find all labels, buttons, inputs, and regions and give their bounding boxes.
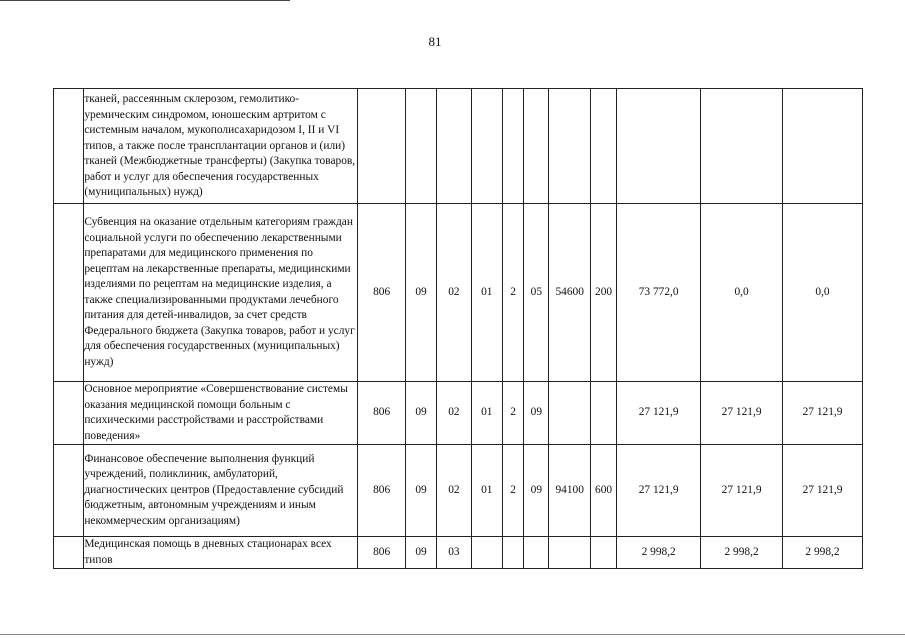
amount-year3-cell: 2 998,2 [783, 537, 863, 569]
section-cell: 09 [405, 537, 436, 569]
amount-year1-cell: 73 772,0 [617, 204, 701, 382]
amount-year2-cell: 27 121,9 [701, 445, 783, 537]
direction-cell [549, 537, 590, 569]
subsection-cell: 02 [437, 445, 471, 537]
event-cell: 05 [524, 204, 549, 382]
table-row [54, 89, 863, 204]
event-cell [524, 89, 549, 204]
row-name: Субвенция на оказание отдельным категориям граждан социальной услуги по обеспечению лекарственными препаратами для медицинского применения по рецептам на лекарственные препараты, медицинскими изделиями по рецептам на медицинские изделия, а также специализированными продуктами лечебного питания для детей-инвалидов, за счет средств Федерального бюджета (Закупка товаров, работ и услуг для обеспечения государственных (муниципальных) нужд) [84, 204, 358, 382]
row-name: тканей, рассеянным склерозом, гемолитико-уремическим синдромом, юношеским артритом с системным началом, мукополисахаридозом I, II и VI типов, а также после трансплантации органов и (или) тканей (Межбюджетные трансферты) (Закупка товаров, работ и услуг для обеспечения государственных (муниципальных) нужд) [84, 89, 358, 204]
table-row [54, 382, 863, 445]
row-index-cell [54, 89, 84, 204]
program-cell: 01 [471, 445, 502, 537]
amount-year2-cell: 2 998,2 [701, 537, 783, 569]
top-rule [0, 0, 290, 1]
bottom-rule [0, 634, 905, 635]
grbs-cell: 806 [358, 537, 406, 569]
subsection-cell: 03 [437, 537, 471, 569]
amount-year1-cell: 27 121,9 [617, 382, 701, 445]
row-index-cell [54, 382, 84, 445]
row-name: Медицинская помощь в дневных стационарах всех типов [84, 537, 358, 569]
amount-year3-cell: 27 121,9 [783, 382, 863, 445]
grbs-cell: 806 [358, 204, 406, 382]
expense-type-cell [590, 382, 616, 445]
expense-type-cell: 600 [590, 445, 616, 537]
grbs-cell: 806 [358, 382, 406, 445]
row-index-cell [54, 537, 84, 569]
amount-year1-cell: 27 121,9 [617, 445, 701, 537]
subprogram-cell: 2 [502, 204, 523, 382]
program-cell [471, 537, 502, 569]
page-number: 81 [428, 34, 442, 49]
grbs-cell [358, 89, 406, 204]
subprogram-cell [502, 89, 523, 204]
amount-year3-cell: 27 121,9 [783, 445, 863, 537]
subsection-cell [437, 89, 471, 204]
direction-cell [549, 89, 590, 204]
section-cell: 09 [405, 382, 436, 445]
expense-type-cell [590, 537, 616, 569]
table-row [54, 445, 863, 537]
section-cell: 09 [405, 445, 436, 537]
row-index-cell [54, 204, 84, 382]
subprogram-cell [502, 537, 523, 569]
section-cell [405, 89, 436, 204]
subprogram-cell: 2 [502, 445, 523, 537]
amount-year2-cell [701, 89, 783, 204]
amount-year1-cell [617, 89, 701, 204]
direction-cell: 54600 [549, 204, 590, 382]
subprogram-cell: 2 [502, 382, 523, 445]
event-cell: 09 [524, 445, 549, 537]
grbs-cell: 806 [358, 445, 406, 537]
row-index-cell [54, 445, 84, 537]
amount-year3-cell: 0,0 [783, 204, 863, 382]
amount-year1-cell: 2 998,2 [617, 537, 701, 569]
subsection-cell: 02 [437, 204, 471, 382]
table-row [54, 204, 863, 382]
amount-year2-cell: 0,0 [701, 204, 783, 382]
expense-type-cell [590, 89, 616, 204]
amount-year2-cell: 27 121,9 [701, 382, 783, 445]
event-cell: 09 [524, 382, 549, 445]
table-row [54, 537, 863, 569]
expense-type-cell: 200 [590, 204, 616, 382]
event-cell [524, 537, 549, 569]
program-cell: 01 [471, 382, 502, 445]
row-name: Основное мероприятие «Совершенствование системы оказания медицинской помощи больным с психическими расстройствами и расстройствами поведения» [84, 382, 358, 445]
program-cell: 01 [471, 204, 502, 382]
direction-cell: 94100 [549, 445, 590, 537]
section-cell: 09 [405, 204, 436, 382]
row-name: Финансовое обеспечение выполнения функций учреждений, поликлиник, амбулаторий, диагностических центров (Предоставление субсидий бюджетным, автономным учреждениям и иным некоммерческим организациям) [84, 445, 358, 537]
budget-table [53, 88, 863, 569]
subsection-cell: 02 [437, 382, 471, 445]
program-cell [471, 89, 502, 204]
direction-cell [549, 382, 590, 445]
amount-year3-cell [783, 89, 863, 204]
